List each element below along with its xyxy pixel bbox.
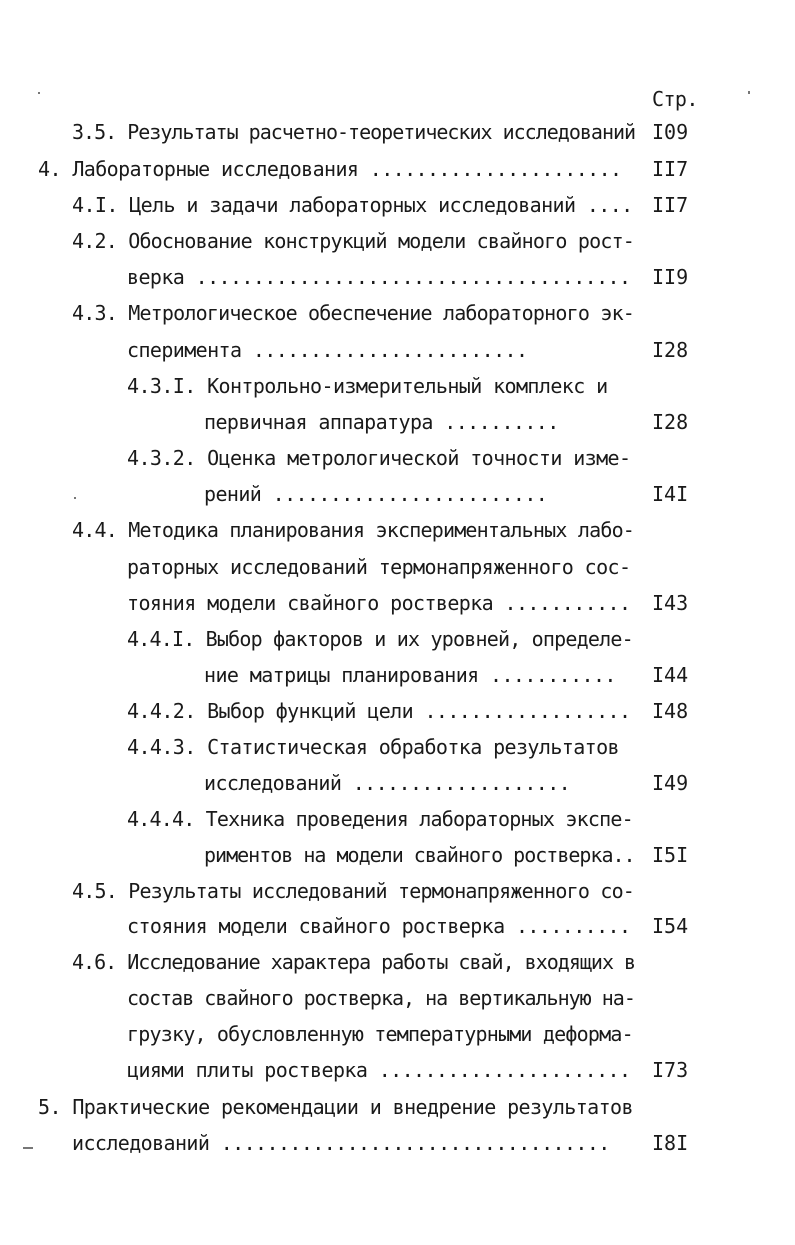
toc-line-4-4-1: 4.4.I. Выбор факторов и их уровней, определе- (127, 627, 633, 651)
toc-page-num: I54 (652, 914, 689, 938)
toc-line-4-4: 4.4. Методика планирования экспериментальных лабо- (72, 518, 635, 542)
toc-line-4-6-cont3: циями плиты ростверка ...................... (127, 1058, 631, 1082)
toc-page-num: I43 (652, 591, 689, 615)
toc-line-4-4-cont2: тояния модели свайного ростверка ........... (127, 591, 631, 615)
toc-line-4-2: 4.2. Обоснование конструкций модели свайного рост- (72, 229, 635, 253)
scan-speck (74, 497, 76, 499)
toc-page-num: I28 (652, 338, 689, 362)
toc-line-4-6-cont1: состав свайного ростверка, на вертикальную на- (127, 986, 635, 1010)
toc-page-num: II7 (652, 193, 689, 217)
toc-page-num: I73 (652, 1058, 689, 1082)
toc-line-5: 5. Практические рекомендации и внедрение результатов (38, 1095, 633, 1119)
toc-line-4-5: 4.5. Результаты исследований термонапряженного со- (72, 879, 635, 903)
toc-line-4-3: 4.3. Метрологическое обеспечение лабораторного эк- (72, 301, 635, 325)
scan-speck (748, 91, 750, 94)
toc-page-num: I48 (652, 699, 689, 723)
toc-line-4: 4. Лабораторные исследования ...................... (38, 157, 622, 181)
toc-page-num: I4I (652, 482, 689, 506)
toc-page-num: I8I (652, 1131, 689, 1155)
page-column-label: Стр. (652, 87, 698, 111)
toc-line-4-6: 4.6. Исследование характера работы свай, входящих в (72, 950, 636, 974)
toc-line-3-5: 3.5. Результаты расчетно-теоретических исследований (72, 120, 636, 144)
toc-line-4-5-cont: стояния модели свайного ростверка .......... (127, 914, 631, 938)
toc-page-num: I49 (652, 771, 689, 795)
toc-page-num: I44 (652, 663, 689, 687)
toc-line-4-4-cont1: раторных исследований термонапряженного сос- (127, 555, 631, 579)
toc-line-4-1: 4.I. Цель и задачи лабораторных исследований .... (72, 193, 633, 217)
toc-line-4-4-3-cont: исследований ................... (204, 771, 571, 795)
toc-line-4-4-2: 4.4.2. Выбор функций цели .................. (127, 699, 631, 723)
toc-page-num: II9 (652, 265, 689, 289)
toc-line-4-3-2: 4.3.2. Оценка метрологической точности изме- (127, 446, 631, 470)
toc-line-4-2-cont: верка ...................................... (127, 265, 631, 289)
scan-speck (38, 92, 40, 94)
toc-page-num: I28 (652, 410, 689, 434)
toc-page-num: I5I (652, 843, 689, 867)
toc-line-4-4-4-cont: риментов на модели свайного ростверка.. (204, 843, 635, 867)
toc-page-num: I09 (652, 120, 689, 144)
toc-line-4-4-1-cont: ние матрицы планирования ........... (204, 663, 616, 687)
toc-line-4-4-4: 4.4.4. Техника проведения лабораторных экспе- (127, 807, 633, 831)
toc-page-num: II7 (652, 157, 689, 181)
toc-line-4-3-cont: сперимента ........................ (127, 338, 528, 362)
toc-line-4-3-1: 4.3.I. Контрольно-измерительный комплекс и (127, 374, 608, 398)
toc-line-4-3-1-cont: первичная аппаратура .......... (204, 410, 559, 434)
scan-speck (23, 1147, 33, 1149)
toc-line-4-4-3: 4.4.3. Статистическая обработка результатов (127, 735, 619, 759)
toc-line-4-3-2-cont: рений ........................ (204, 482, 548, 506)
toc-line-4-6-cont2: грузку, обусловленную температурными деформа- (127, 1022, 633, 1046)
toc-line-5-cont: исследований .................................. (72, 1131, 610, 1155)
